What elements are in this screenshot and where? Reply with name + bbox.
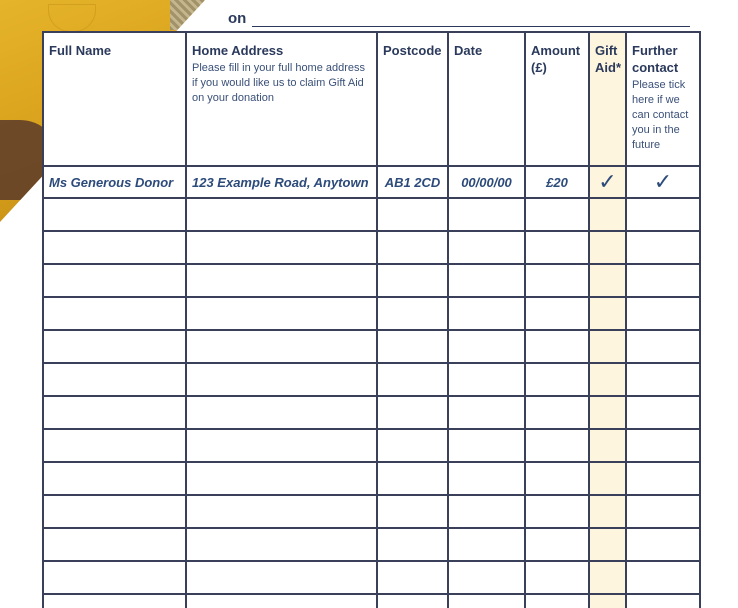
- cell-amount[interactable]: [525, 264, 589, 297]
- cell-full-name[interactable]: [43, 330, 186, 363]
- cell-date[interactable]: [448, 594, 525, 608]
- cell-further-contact[interactable]: [626, 462, 700, 495]
- cell-postcode[interactable]: [377, 231, 448, 264]
- cell-gift-aid[interactable]: [589, 561, 626, 594]
- example-date: 00/00/00: [448, 166, 525, 198]
- cell-date[interactable]: [448, 528, 525, 561]
- cell-further-contact[interactable]: [626, 594, 700, 608]
- cell-amount[interactable]: [525, 429, 589, 462]
- table-row: [43, 528, 700, 561]
- table-row: [43, 561, 700, 594]
- cell-further-contact[interactable]: [626, 264, 700, 297]
- cell-further-contact[interactable]: [626, 363, 700, 396]
- example-full-name: Ms Generous Donor: [43, 166, 186, 198]
- cell-gift-aid[interactable]: [589, 528, 626, 561]
- cell-further-contact[interactable]: [626, 429, 700, 462]
- table-row: [43, 363, 700, 396]
- cell-postcode[interactable]: [377, 594, 448, 608]
- further-contact-hint: Please tick here if we can contact you in the future: [632, 79, 689, 151]
- cell-amount[interactable]: [525, 462, 589, 495]
- cell-full-name[interactable]: [43, 462, 186, 495]
- table-row: [43, 396, 700, 429]
- blank-rows: [43, 198, 700, 608]
- donations-table: [42, 31, 701, 608]
- column-header-amount: Amount (£): [525, 32, 589, 166]
- cell-home-address[interactable]: [186, 462, 377, 495]
- cell-date[interactable]: [448, 396, 525, 429]
- cell-further-contact[interactable]: [626, 330, 700, 363]
- column-header-date: Date: [448, 32, 525, 166]
- cell-full-name[interactable]: [43, 363, 186, 396]
- cell-date[interactable]: [448, 198, 525, 231]
- date-blank-line[interactable]: [252, 12, 690, 27]
- cell-amount[interactable]: [525, 297, 589, 330]
- cell-home-address[interactable]: [186, 495, 377, 528]
- on-label: on: [228, 10, 247, 27]
- cell-further-contact[interactable]: [626, 231, 700, 264]
- cell-amount[interactable]: [525, 396, 589, 429]
- cell-full-name[interactable]: [43, 231, 186, 264]
- example-home-address: 123 Example Road, Anytown: [186, 166, 377, 198]
- cell-postcode[interactable]: [377, 528, 448, 561]
- background-pattern: [170, 0, 210, 30]
- cell-amount[interactable]: [525, 495, 589, 528]
- cell-postcode[interactable]: [377, 264, 448, 297]
- cell-home-address[interactable]: [186, 396, 377, 429]
- cell-further-contact[interactable]: [626, 561, 700, 594]
- cell-further-contact[interactable]: [626, 198, 700, 231]
- cell-postcode[interactable]: [377, 198, 448, 231]
- cell-home-address[interactable]: [186, 429, 377, 462]
- cell-gift-aid[interactable]: [589, 495, 626, 528]
- cell-postcode[interactable]: [377, 462, 448, 495]
- table-header: [43, 32, 700, 166]
- cell-amount[interactable]: [525, 363, 589, 396]
- cell-further-contact[interactable]: [626, 396, 700, 429]
- cell-gift-aid[interactable]: [589, 198, 626, 231]
- cell-postcode[interactable]: [377, 330, 448, 363]
- cell-date[interactable]: [448, 330, 525, 363]
- cell-date[interactable]: [448, 495, 525, 528]
- cell-home-address[interactable]: [186, 363, 377, 396]
- cell-date[interactable]: [448, 462, 525, 495]
- cell-date[interactable]: [448, 561, 525, 594]
- cell-postcode[interactable]: [377, 396, 448, 429]
- table-row: [43, 231, 700, 264]
- table-row: [43, 297, 700, 330]
- cell-gift-aid[interactable]: [589, 231, 626, 264]
- cell-gift-aid[interactable]: [589, 264, 626, 297]
- table-row: [43, 429, 700, 462]
- cell-home-address[interactable]: [186, 528, 377, 561]
- home-address-hint: Please fill in your full home address if you would like us to claim Gift Aid on your donation: [192, 62, 366, 104]
- column-header-home-address: Home Address Please fill in your full home address if you would like us to claim Gift Aid on your donation: [186, 32, 377, 166]
- cell-postcode[interactable]: [377, 495, 448, 528]
- cell-full-name[interactable]: [43, 495, 186, 528]
- column-header-full-name: Full Name: [43, 32, 186, 166]
- cell-gift-aid[interactable]: [589, 462, 626, 495]
- cell-gift-aid[interactable]: [589, 297, 626, 330]
- cell-home-address[interactable]: [186, 561, 377, 594]
- checkmark-icon: ✓: [598, 169, 617, 194]
- column-header-gift-aid: Gift Aid*: [589, 32, 626, 166]
- example-postcode: AB1 2CD: [377, 166, 448, 198]
- example-row: [43, 166, 700, 198]
- example-amount: £20: [525, 166, 589, 198]
- column-header-further-contact: Further contact Please tick here if we can contact you in the future: [626, 32, 700, 166]
- cell-date[interactable]: [448, 297, 525, 330]
- cell-postcode[interactable]: [377, 429, 448, 462]
- cell-date[interactable]: [448, 231, 525, 264]
- cell-amount[interactable]: [525, 330, 589, 363]
- table-row: [43, 462, 700, 495]
- cell-full-name[interactable]: [43, 561, 186, 594]
- cell-full-name[interactable]: [43, 297, 186, 330]
- cell-home-address[interactable]: [186, 330, 377, 363]
- table-row: [43, 495, 700, 528]
- table-row: [43, 594, 700, 608]
- cell-postcode[interactable]: [377, 561, 448, 594]
- cell-full-name[interactable]: [43, 429, 186, 462]
- cell-amount[interactable]: [525, 528, 589, 561]
- cell-further-contact[interactable]: [626, 528, 700, 561]
- cell-further-contact[interactable]: [626, 495, 700, 528]
- cell-home-address[interactable]: [186, 594, 377, 608]
- cell-full-name[interactable]: [43, 594, 186, 608]
- cell-home-address[interactable]: [186, 198, 377, 231]
- example-gift-aid: [589, 166, 626, 198]
- cell-amount[interactable]: [525, 198, 589, 231]
- cell-full-name[interactable]: [43, 528, 186, 561]
- table-row: [43, 198, 700, 231]
- cell-gift-aid[interactable]: [589, 396, 626, 429]
- example-further-contact: [626, 166, 700, 198]
- cell-full-name[interactable]: [43, 264, 186, 297]
- cell-amount[interactable]: [525, 561, 589, 594]
- cell-amount[interactable]: [525, 231, 589, 264]
- cell-full-name[interactable]: [43, 396, 186, 429]
- column-header-postcode: Postcode: [377, 32, 448, 166]
- cell-gift-aid[interactable]: [589, 330, 626, 363]
- cell-gift-aid[interactable]: [589, 594, 626, 608]
- cell-home-address[interactable]: [186, 264, 377, 297]
- date-line: [228, 10, 690, 27]
- cell-full-name[interactable]: [43, 198, 186, 231]
- cell-amount[interactable]: [525, 594, 589, 608]
- cell-postcode[interactable]: [377, 297, 448, 330]
- table-row: [43, 264, 700, 297]
- checkmark-icon: ✓: [653, 169, 673, 194]
- cell-date[interactable]: [448, 264, 525, 297]
- cell-home-address[interactable]: [186, 231, 377, 264]
- cell-further-contact[interactable]: [626, 297, 700, 330]
- cell-postcode[interactable]: [377, 363, 448, 396]
- table-row: [43, 330, 700, 363]
- cell-home-address[interactable]: [186, 297, 377, 330]
- cell-gift-aid[interactable]: [589, 429, 626, 462]
- school-badge: [48, 4, 96, 32]
- cell-gift-aid[interactable]: [589, 363, 626, 396]
- cell-date[interactable]: [448, 429, 525, 462]
- cell-date[interactable]: [448, 363, 525, 396]
